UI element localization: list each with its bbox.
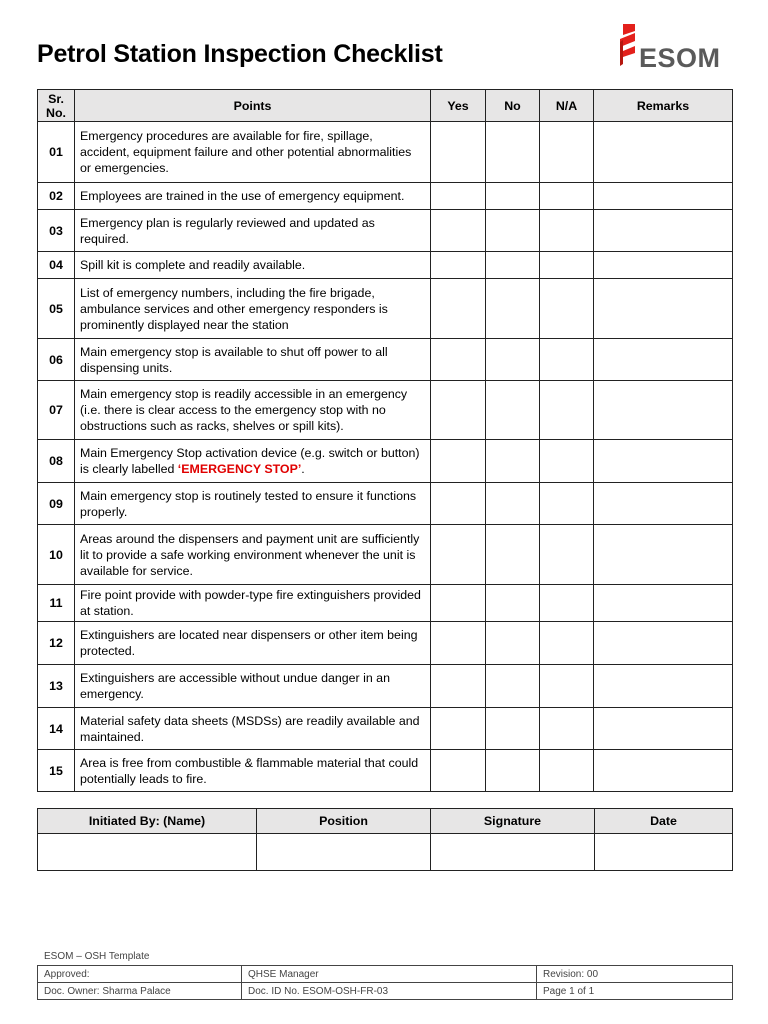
no-cell[interactable] (486, 585, 540, 622)
no-cell[interactable] (486, 279, 540, 339)
yes-cell[interactable] (431, 210, 486, 252)
position-header: Position (257, 809, 431, 834)
na-cell[interactable] (540, 122, 594, 183)
signoff-entry-row (38, 834, 733, 871)
table-row (38, 665, 733, 708)
table-row (38, 483, 733, 525)
remarks-cell[interactable] (594, 440, 733, 483)
row-point: Emergency procedures are available for fire, spillage, accident, equipment failure and other potential abnormalities or emergencies. (75, 122, 431, 183)
row-point: Main emergency stop is readily accessible in an emergency (i.e. there is clear access to the emergency stop with no obstructions such as racks, shelves or spill kits). (75, 381, 431, 440)
initiated-by-header: Initiated By: (Name) (38, 809, 257, 834)
na-cell[interactable] (540, 750, 594, 792)
row-point-tail: . (301, 462, 305, 476)
header-na: N/A (540, 90, 594, 122)
remarks-cell[interactable] (594, 665, 733, 708)
na-cell[interactable] (540, 381, 594, 440)
remarks-cell[interactable] (594, 750, 733, 792)
remarks-cell[interactable] (594, 585, 733, 622)
table-row (38, 440, 733, 483)
row-number: 02 (38, 183, 75, 210)
no-cell[interactable] (486, 339, 540, 381)
yes-cell[interactable] (431, 483, 486, 525)
remarks-cell[interactable] (594, 210, 733, 252)
no-cell[interactable] (486, 483, 540, 525)
table-row (38, 210, 733, 252)
na-cell[interactable] (540, 339, 594, 381)
yes-cell[interactable] (431, 750, 486, 792)
no-cell[interactable] (486, 440, 540, 483)
row-point: Extinguishers are accessible without undue danger in an emergency. (75, 665, 431, 708)
table-row (38, 622, 733, 665)
footer-owner: Doc. Owner: Sharma Palace (38, 983, 242, 1000)
table-row (38, 183, 733, 210)
na-cell[interactable] (540, 585, 594, 622)
na-cell[interactable] (540, 483, 594, 525)
no-cell[interactable] (486, 525, 540, 585)
yes-cell[interactable] (431, 339, 486, 381)
row-number: 11 (38, 585, 75, 622)
table-row (38, 585, 733, 622)
row-number: 01 (38, 122, 75, 183)
remarks-cell[interactable] (594, 279, 733, 339)
yes-cell[interactable] (431, 252, 486, 279)
header-no: No (486, 90, 540, 122)
signature-header: Signature (431, 809, 595, 834)
na-cell[interactable] (540, 622, 594, 665)
table-row (38, 525, 733, 585)
emergency-stop-highlight: ‘EMERGENCY STOP’ (177, 462, 302, 476)
no-cell[interactable] (486, 122, 540, 183)
yes-cell[interactable] (431, 665, 486, 708)
row-point: Material safety data sheets (MSDSs) are readily available and maintained. (75, 708, 431, 750)
table-row (38, 750, 733, 792)
date-field[interactable] (595, 834, 733, 871)
table-row (38, 381, 733, 440)
row-point: Main emergency stop is available to shut off power to all dispensing units. (75, 339, 431, 381)
table-row (38, 122, 733, 183)
row-number: 13 (38, 665, 75, 708)
footer-table (37, 965, 733, 1000)
footer-template-label: ESOM – OSH Template (44, 951, 150, 962)
table-row (38, 339, 733, 381)
no-cell[interactable] (486, 665, 540, 708)
yes-cell[interactable] (431, 183, 486, 210)
yes-cell[interactable] (431, 279, 486, 339)
esom-logo-text: ESOM (639, 43, 721, 73)
row-number: 03 (38, 210, 75, 252)
date-header: Date (595, 809, 733, 834)
footer-row (38, 983, 733, 1000)
remarks-cell[interactable] (594, 525, 733, 585)
na-cell[interactable] (540, 279, 594, 339)
row-point: Areas around the dispensers and payment unit are sufficiently lit to provide a safe working environment whenever the unit is available for service. (75, 525, 431, 585)
na-cell[interactable] (540, 525, 594, 585)
row-number: 05 (38, 279, 75, 339)
header-remarks: Remarks (594, 90, 733, 122)
checklist-header-row (38, 90, 733, 122)
row-number: 12 (38, 622, 75, 665)
no-cell[interactable] (486, 708, 540, 750)
na-cell[interactable] (540, 440, 594, 483)
row-point: Area is free from combustible & flammable material that could potentially leads to fire. (75, 750, 431, 792)
remarks-cell[interactable] (594, 252, 733, 279)
row-number: 07 (38, 381, 75, 440)
na-cell[interactable] (540, 210, 594, 252)
remarks-cell[interactable] (594, 483, 733, 525)
header-yes: Yes (431, 90, 486, 122)
row-number: 08 (38, 440, 75, 483)
na-cell[interactable] (540, 183, 594, 210)
yes-cell[interactable] (431, 440, 486, 483)
row-number: 09 (38, 483, 75, 525)
remarks-cell[interactable] (594, 339, 733, 381)
row-number: 04 (38, 252, 75, 279)
na-cell[interactable] (540, 252, 594, 279)
table-row (38, 708, 733, 750)
na-cell[interactable] (540, 708, 594, 750)
row-point: Spill kit is complete and readily available. (75, 252, 431, 279)
no-cell[interactable] (486, 381, 540, 440)
yes-cell[interactable] (431, 622, 486, 665)
footer-doc-id: Doc. ID No. ESOM-OSH-FR-03 (242, 983, 537, 1000)
header-points: Points (75, 90, 431, 122)
position-field[interactable] (257, 834, 431, 871)
document-title: Petrol Station Inspection Checklist (37, 40, 443, 68)
row-number: 06 (38, 339, 75, 381)
signoff-table (37, 808, 733, 871)
footer-page: Page 1 of 1 (537, 983, 733, 1000)
remarks-cell[interactable] (594, 381, 733, 440)
table-row (38, 279, 733, 339)
table-row (38, 252, 733, 279)
header-sr-no: Sr. No. (38, 90, 75, 122)
no-cell[interactable] (486, 183, 540, 210)
row-number: 14 (38, 708, 75, 750)
initiated-by-field[interactable] (38, 834, 257, 871)
yes-cell[interactable] (431, 708, 486, 750)
row-point: Fire point provide with powder-type fire extinguishers provided at station. (75, 585, 431, 622)
row-point-text: Main Emergency Stop activation device (e.g. switch or button) is clearly labelled (80, 446, 420, 476)
row-point (75, 440, 431, 483)
yes-cell[interactable] (431, 381, 486, 440)
no-cell[interactable] (486, 622, 540, 665)
row-point: Extinguishers are located near dispensers or other item being protected. (75, 622, 431, 665)
row-number: 10 (38, 525, 75, 585)
remarks-cell[interactable] (594, 622, 733, 665)
signoff-header-row (38, 809, 733, 834)
checklist-table (37, 89, 733, 792)
signature-field[interactable] (431, 834, 595, 871)
footer-row (38, 966, 733, 983)
yes-cell[interactable] (431, 122, 486, 183)
remarks-cell[interactable] (594, 708, 733, 750)
row-point: List of emergency numbers, including the fire brigade, ambulance services and other emergency responders is prominently displayed near the station (75, 279, 431, 339)
yes-cell[interactable] (431, 585, 486, 622)
remarks-cell[interactable] (594, 122, 733, 183)
na-cell[interactable] (540, 665, 594, 708)
row-point: Main emergency stop is routinely tested to ensure it functions properly. (75, 483, 431, 525)
footer-role: QHSE Manager (242, 966, 537, 983)
row-point: Emergency plan is regularly reviewed and updated as required. (75, 210, 431, 252)
yes-cell[interactable] (431, 525, 486, 585)
remarks-cell[interactable] (594, 183, 733, 210)
footer-revision: Revision: 00 (537, 966, 733, 983)
no-cell[interactable] (486, 252, 540, 279)
no-cell[interactable] (486, 750, 540, 792)
row-number: 15 (38, 750, 75, 792)
footer-approved: Approved: (38, 966, 242, 983)
esom-logo (617, 22, 732, 74)
no-cell[interactable] (486, 210, 540, 252)
row-point: Employees are trained in the use of emergency equipment. (75, 183, 431, 210)
